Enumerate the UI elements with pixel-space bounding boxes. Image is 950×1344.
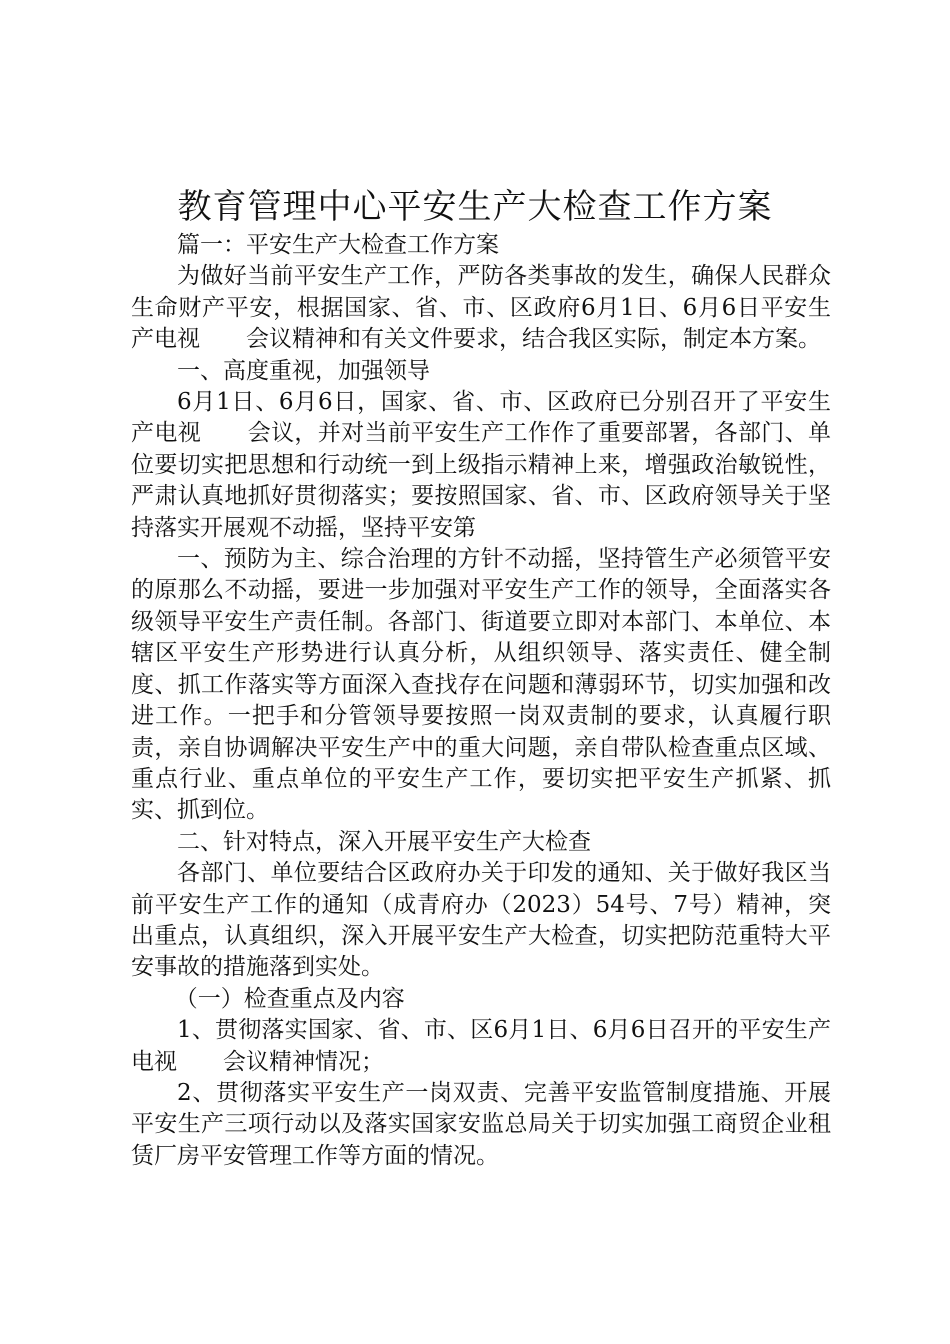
paragraph: 2、贯彻落实平安生产一岗双责、完善平安监管制度措施、开展平安生产三项行动以及落实国家安监总局关于切实加强工商贸企业租赁厂房平安管理工作等方面的情况。 <box>131 1079 831 1169</box>
document-title: 教育管理中心平安生产大检查工作方案 <box>177 187 773 227</box>
section-heading: 二、针对特点，深入开展平安生产大检查 <box>177 828 591 855</box>
document-body <box>131 230 831 1172</box>
paragraph: 6月1日、6月6日，国家、省、市、区政府已分别召开了平安生产电视 会议，并对当前平安生产工作作了重要部署，各部门、单位要切实把思想和行动统一到上级指示精神上来，增强政治敏锐性，严肃认真地抓好贯彻落实；要按照国家、省、市、区政府领导关于坚持落实开展观不动摇，坚持平安第 <box>131 389 831 541</box>
section-heading: 篇一：平安生产大检查工作方案 <box>177 232 499 258</box>
section-heading: 一、高度重视，加强领导 <box>177 357 430 384</box>
subsection-heading: （一）检查重点及内容 <box>174 985 405 1012</box>
paragraph: 各部门、单位要结合区政府办关于印发的通知、关于做好我区当前平安生产工作的通知（成青府办（2023）54号、7号）精神，突出重点，认真组织，深入开展平安生产大检查，切实把防范重特大平安事故的措施落到实处。 <box>131 860 831 981</box>
paragraph: 为做好当前平安生产工作，严防各类事故的发生，确保人民群众生命财产平安，根据国家、省、市、区政府6月1日、6月6日平安生产电视 会议精神和有关文件要求，结合我区实际，制定本方案。 <box>131 263 831 353</box>
paragraph: 1、贯彻落实国家、省、市、区6月1日、6月6日召开的平安生产电视 会议精神情况； <box>131 1017 831 1075</box>
paragraph: 一、预防为主、综合治理的方针不动摇，坚持管生产必须管平安的原那么不动摇，要进一步加强对平安生产工作的领导，全面落实各级领导平安生产责任制。各部门、街道要立即对本部门、本单位、本辖区平安生产形势进行认真分析，从组织领导、落实责任、健全制度、抓工作落实等方面深入查找存在问题和薄弱环节，切实加强和改进工作。一把手和分管领导要按照一岗双责制的要求，认真履行职责，亲自协调解决平安生产中的重大问题，亲自带队检查重点区域、重点行业、重点单位的平安生产工作，要切实把平安生产抓紧、抓实、抓到位。 <box>131 546 831 824</box>
